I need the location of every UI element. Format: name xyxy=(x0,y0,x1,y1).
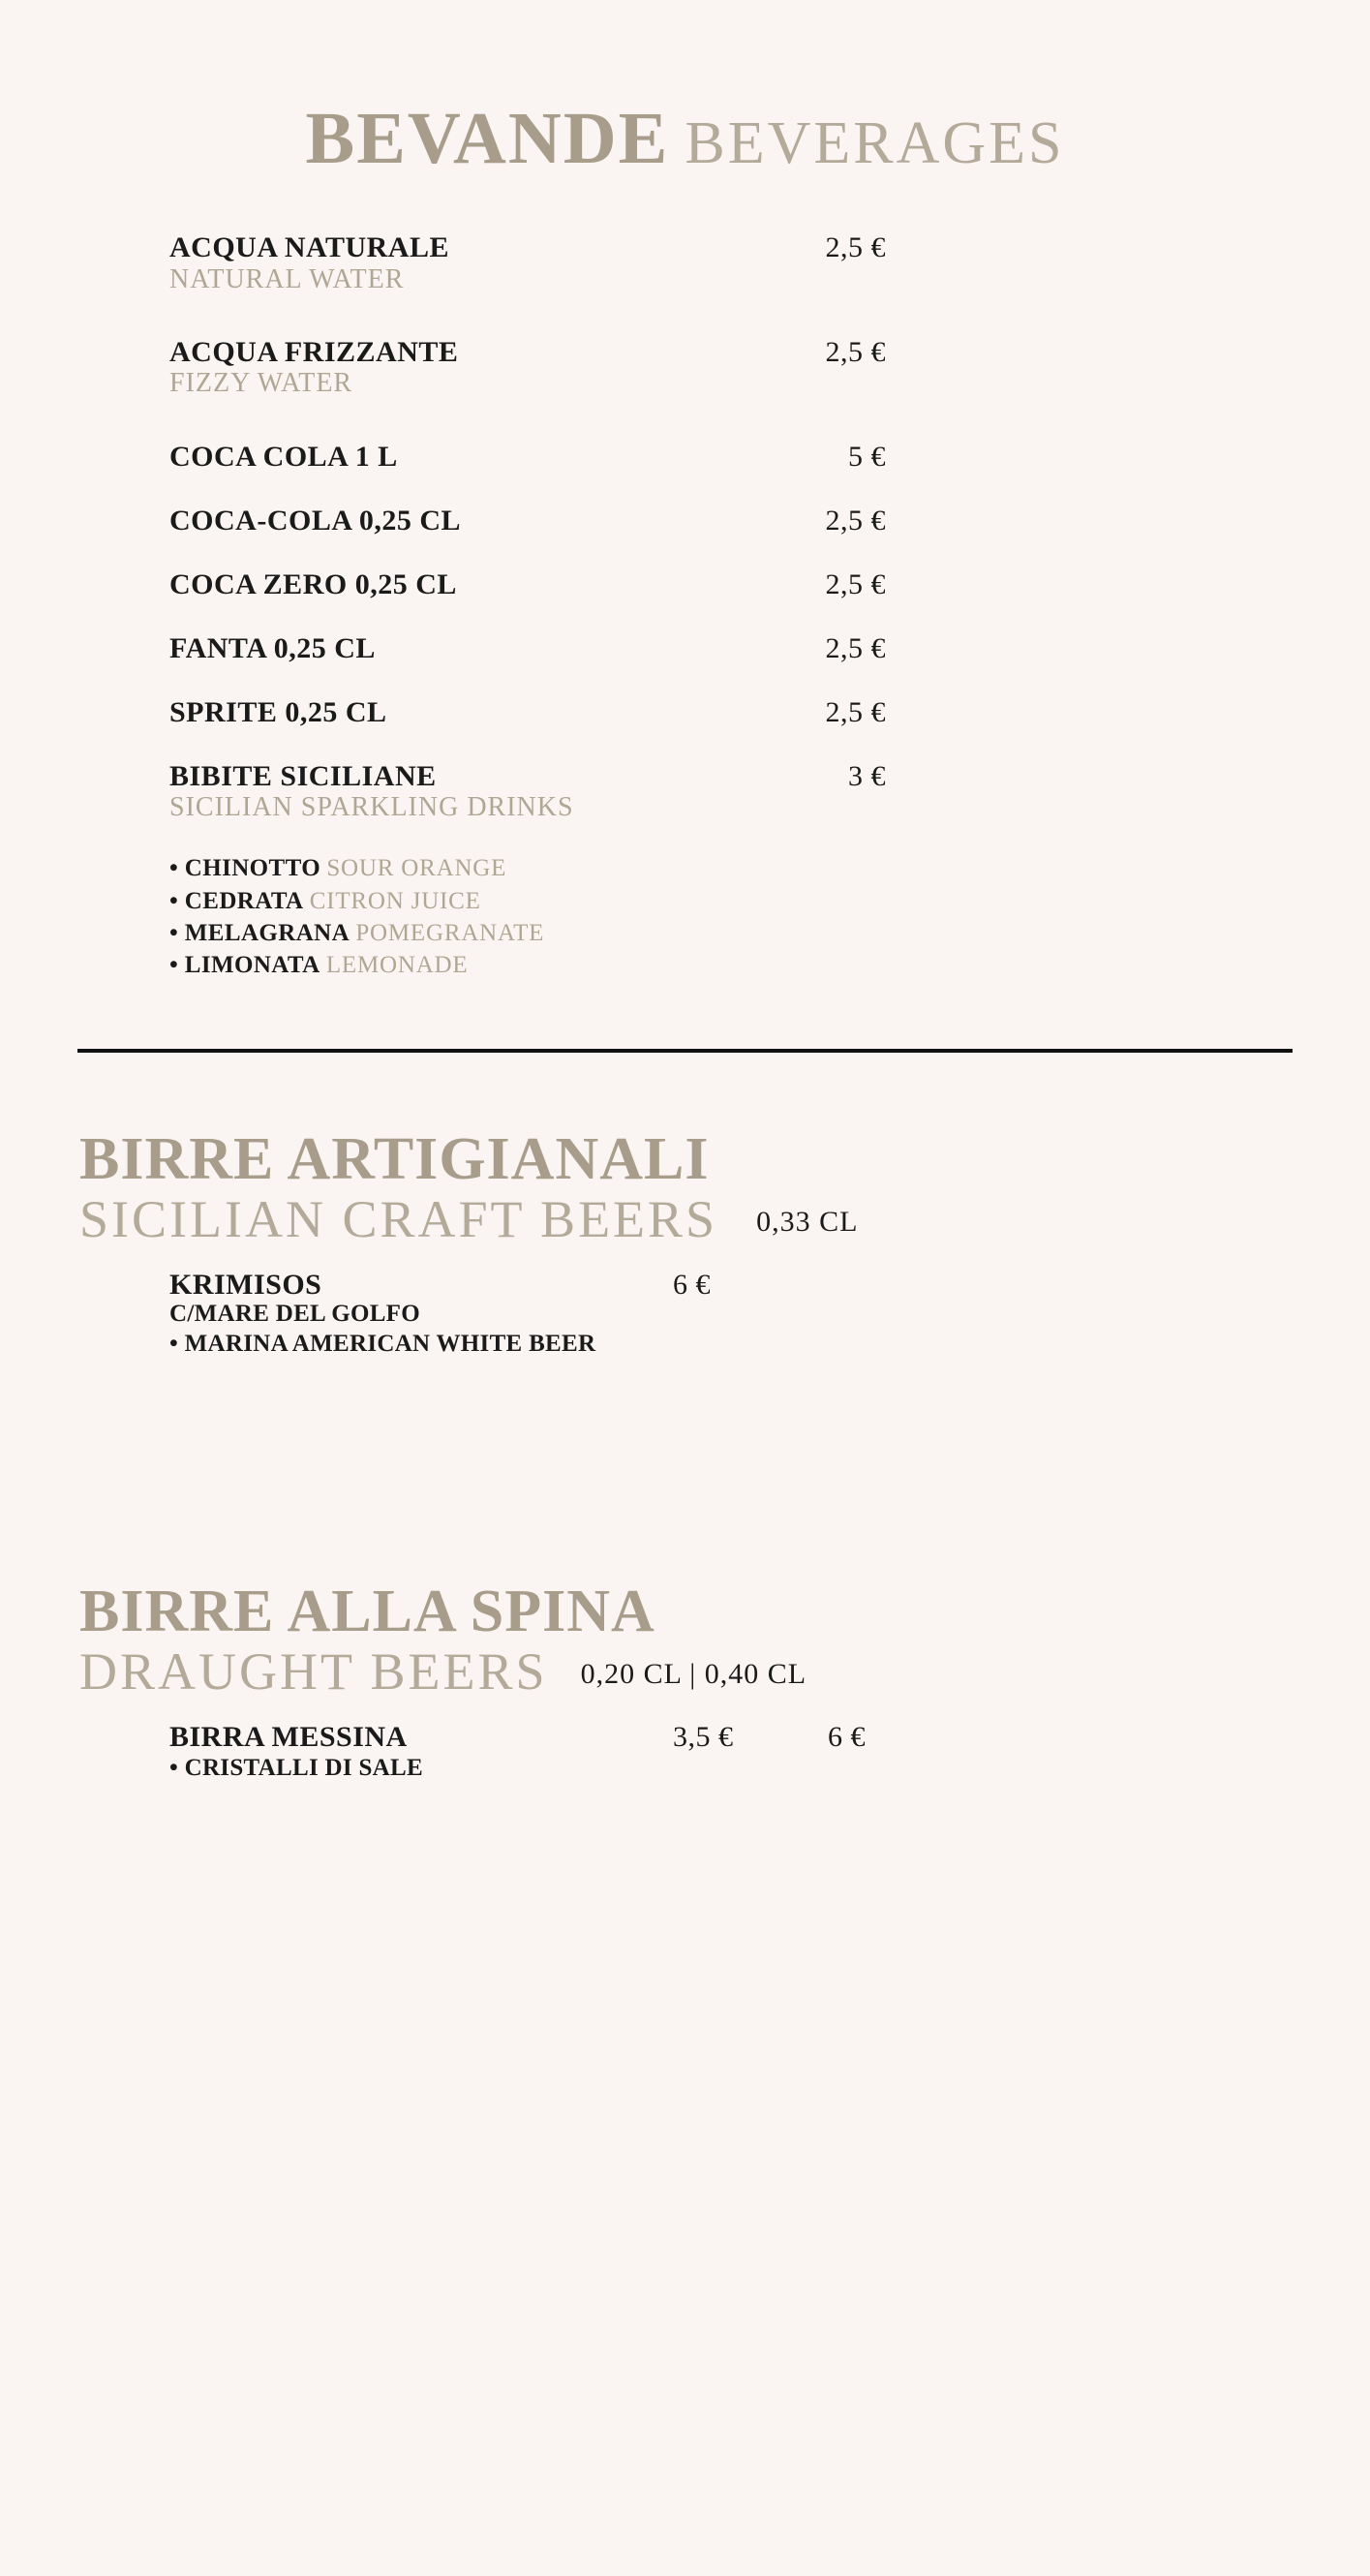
beer-names xyxy=(169,1269,673,1360)
draught-beers-size-label: 0,20 CL | 0,40 CL xyxy=(580,1658,807,1691)
flavour-english: SOUR ORANGE xyxy=(326,855,507,882)
item-name-italian: COCA ZERO 0,25 CL xyxy=(169,567,457,600)
craft-beers-subtitle-row xyxy=(79,1191,1244,1248)
item-price: 2,5 € xyxy=(825,567,886,600)
item-price: 3 € xyxy=(848,759,886,792)
list-item xyxy=(169,696,1244,729)
flavour-italian: • MELAGRANA xyxy=(169,919,350,946)
flavour-english: CITRON JUICE xyxy=(309,887,481,914)
item-price: 2,5 € xyxy=(825,335,886,368)
draught-beers-title-english: DRAUGHT BEERS xyxy=(79,1642,548,1702)
draught-beers-subtitle-row xyxy=(79,1643,1244,1701)
beer-origin: C/MARE DEL GOLFO xyxy=(169,1300,420,1327)
page-title-english: BEVERAGES xyxy=(685,110,1065,176)
draught-beers-title-italian: BIRRE ALLA SPINA xyxy=(79,1579,655,1645)
draught-beers-section xyxy=(79,1579,1244,1784)
item-name-english: SICILIAN SPARKLING DRINKS xyxy=(169,792,574,823)
list-item xyxy=(169,917,1244,949)
page-title-italian: BEVANDE xyxy=(305,98,670,179)
menu-page xyxy=(0,97,1370,2576)
list-item xyxy=(169,852,1244,884)
list-item xyxy=(169,1721,1244,1785)
list-item xyxy=(169,949,1244,981)
beer-variant: • CRISTALLI DI SALE xyxy=(169,1754,423,1781)
item-names xyxy=(169,441,750,474)
flavour-english: POMEGRANATE xyxy=(355,919,545,946)
beer-names xyxy=(169,1721,673,1785)
beer-price: 6 € xyxy=(673,1268,711,1301)
item-price: 2,5 € xyxy=(825,695,886,728)
spacer xyxy=(126,1360,1244,1505)
spacer xyxy=(169,669,1244,696)
list-item xyxy=(169,885,1244,917)
flavour-italian: • CHINOTTO xyxy=(169,855,321,882)
item-price: 5 € xyxy=(848,440,886,473)
beer-name: KRIMISOS xyxy=(169,1268,322,1301)
list-item xyxy=(169,231,1244,295)
spacer xyxy=(169,299,1244,336)
beer-price-large: 6 € xyxy=(828,1720,866,1753)
spacer xyxy=(169,541,1244,568)
item-name-italian: SPRITE 0,25 CL xyxy=(169,695,387,728)
item-names xyxy=(169,632,750,665)
list-item xyxy=(169,760,1244,824)
list-item xyxy=(169,1269,1244,1360)
list-item xyxy=(169,632,1244,665)
spacer xyxy=(169,733,1244,760)
item-names xyxy=(169,505,750,537)
item-name-italian: ACQUA NATURALE xyxy=(169,231,449,263)
flavour-italian: • CEDRATA xyxy=(169,887,304,914)
item-name-italian: BIBITE SICILIANE xyxy=(169,759,437,792)
item-name-english: FIZZY WATER xyxy=(169,368,353,399)
item-names xyxy=(169,568,750,601)
craft-beers-title-english: SICILIAN CRAFT BEERS xyxy=(79,1190,718,1249)
list-item xyxy=(169,336,1244,400)
item-price: 2,5 € xyxy=(825,231,886,263)
flavour-italian: • LIMONATA xyxy=(169,952,320,979)
beer-variant: • MARINA AMERICAN WHITE BEER xyxy=(169,1330,596,1357)
spacer xyxy=(169,605,1244,632)
list-item xyxy=(169,505,1244,537)
item-price: 2,5 € xyxy=(825,631,886,664)
craft-beers-title-italian: BIRRE ARTIGIANALI xyxy=(79,1126,710,1193)
beer-price-small: 3,5 € xyxy=(673,1720,734,1753)
craft-beers-section xyxy=(79,1126,1244,1360)
item-price: 2,5 € xyxy=(825,504,886,537)
spacer xyxy=(169,477,1244,505)
craft-beers-size-label: 0,33 CL xyxy=(756,1206,859,1239)
list-item xyxy=(169,568,1244,601)
item-names xyxy=(169,231,750,295)
flavour-english: LEMONADE xyxy=(325,952,469,979)
item-name-italian: COCA-COLA 0,25 CL xyxy=(169,504,462,537)
beverages-list xyxy=(126,231,1244,823)
section-divider xyxy=(77,1049,1293,1053)
item-name-italian: COCA COLA 1 L xyxy=(169,440,398,473)
item-names xyxy=(169,336,750,400)
item-name-italian: FANTA 0,25 CL xyxy=(169,631,376,664)
item-name-italian: ACQUA FRIZZANTE xyxy=(169,335,459,368)
item-names xyxy=(169,760,750,824)
craft-beers-list xyxy=(126,1269,1244,1360)
item-name-english: NATURAL WATER xyxy=(169,263,405,294)
draught-beers-list xyxy=(126,1721,1244,1785)
spacer xyxy=(169,404,1244,441)
item-names xyxy=(169,696,750,729)
beer-name: BIRRA MESSINA xyxy=(169,1720,408,1753)
sicilian-drinks-flavours xyxy=(126,852,1244,981)
page-title xyxy=(126,97,1244,181)
list-item xyxy=(169,441,1244,474)
